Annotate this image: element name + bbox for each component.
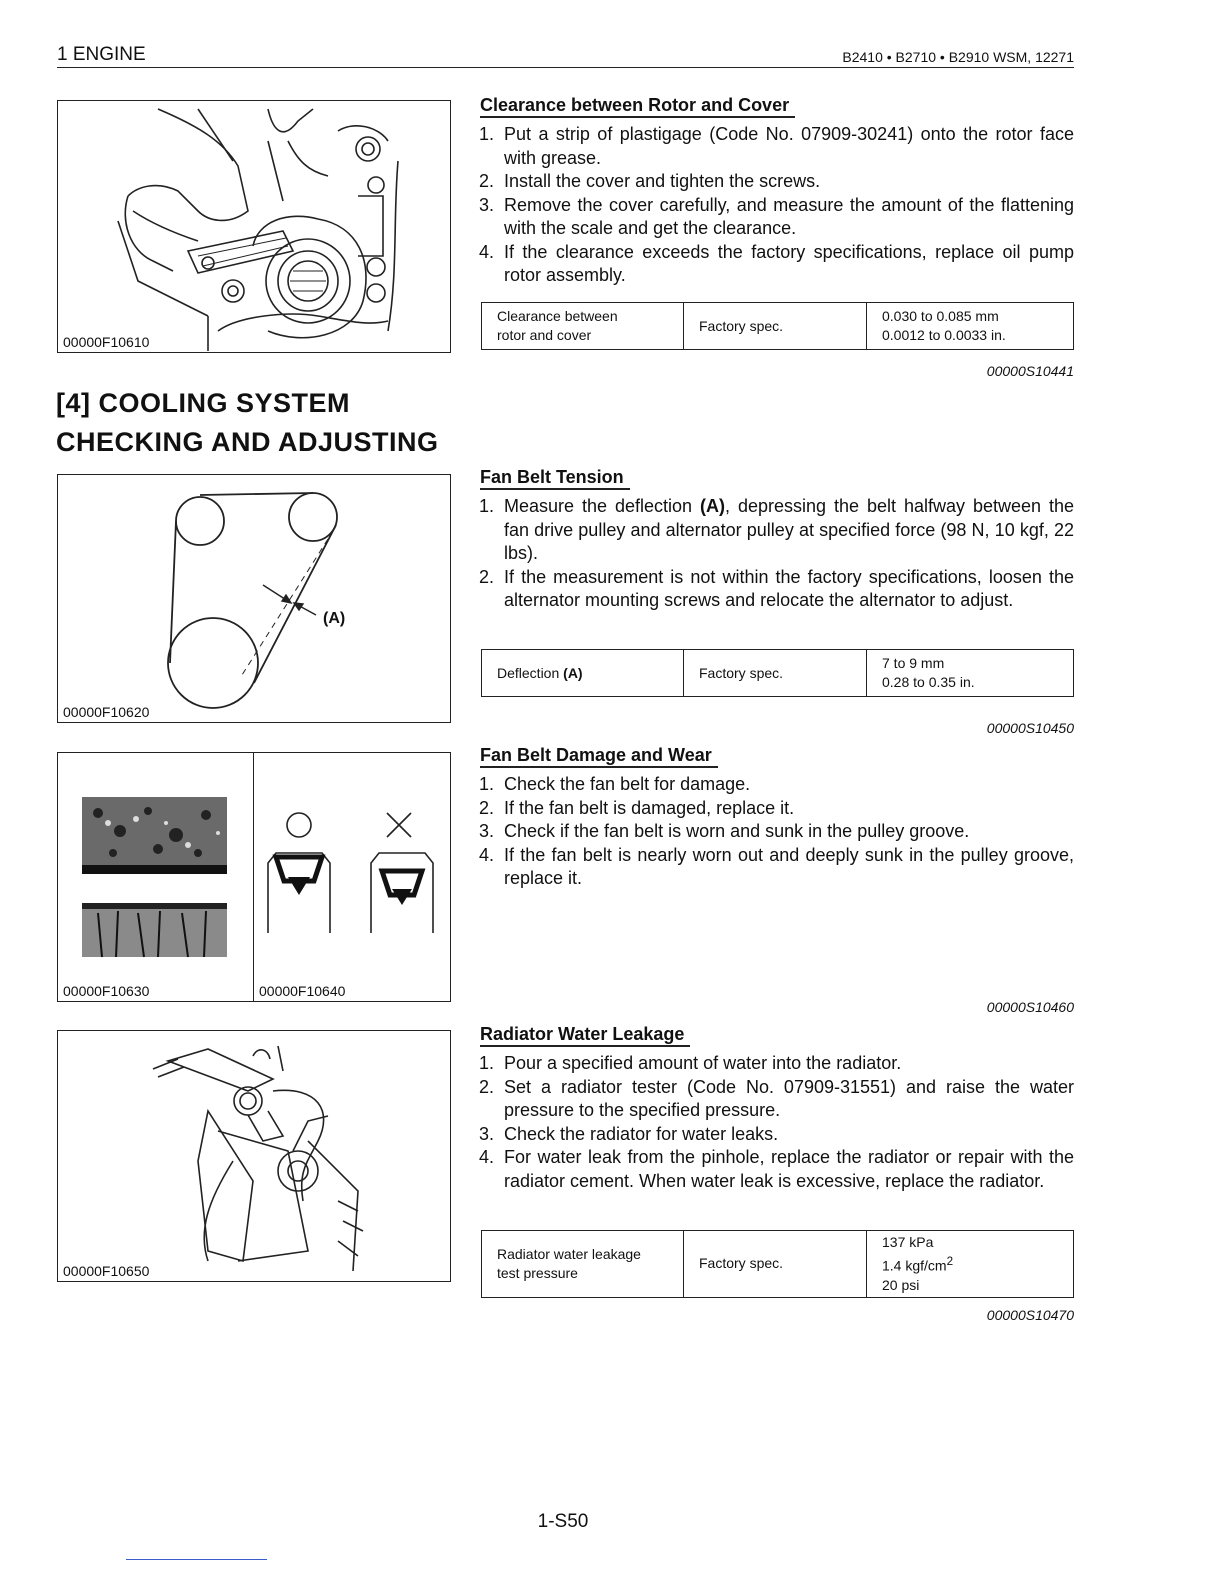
list-item: 1. Check the fan belt for damage. <box>479 774 751 794</box>
heading-radiator-leakage: Radiator Water Leakage <box>480 1024 690 1045</box>
spec-label: Factory spec. <box>684 303 867 350</box>
fan-tension-steps <box>479 495 1074 613</box>
radiator-tester-illustration <box>58 1031 450 1281</box>
spec-value: 0.030 to 0.085 mm 0.0012 to 0.0033 in. <box>867 303 1074 350</box>
pulley-groove-illustration <box>254 753 450 1001</box>
radiator-steps <box>479 1052 1074 1193</box>
bottom-divider <box>126 1559 267 1560</box>
figure-radiator-tester <box>57 1030 451 1282</box>
spec-label: Factory spec. <box>684 650 867 697</box>
spec-table-rotor-cover <box>481 302 1074 350</box>
figure-belt-deflection <box>57 474 451 723</box>
oil-pump-illustration <box>58 101 450 352</box>
list-item: 2. Set a radiator tester (Code No. 07909-31551) and raise the water pressure to the specified pressure. <box>479 1076 1074 1120</box>
chapter-heading: [4] COOLING SYSTEM <box>56 388 351 418</box>
figure-code: 00000F10640 <box>259 983 348 999</box>
figure-code: 00000F10650 <box>63 1263 152 1279</box>
spec-table-deflection <box>481 649 1074 697</box>
page-number: 1-S50 <box>537 1511 589 1532</box>
spec-item: Clearance between rotor and cover <box>482 303 684 350</box>
heading-clearance-rotor-cover: Clearance between Rotor and Cover <box>480 95 795 116</box>
figure-code: 00000F10610 <box>63 334 152 350</box>
section-code: 00000S10460 <box>986 999 1074 1015</box>
list-item: 2. If the measurement is not within the factory specifications, loosen the alternator mounting screws and relocate the alternator to adjust. <box>479 566 1074 610</box>
model-reference: B2410 • B2710 • B2910 WSM, 12271 <box>842 49 1074 65</box>
list-item: 4. If the clearance exceeds the factory specifications, replace oil pump rotor assembly. <box>479 241 1074 285</box>
header-rule <box>57 67 1074 68</box>
list-item: 2. Install the cover and tighten the screws. <box>479 171 821 191</box>
spec-value: 137 kPa 1.4 kgf/$cm^2$ 20 psi <box>867 1231 1074 1298</box>
figure-code: 00000F10620 <box>63 704 152 720</box>
rotor-cover-steps <box>479 123 1074 288</box>
list-item: 1. Put a strip of plastigage (Code No. 07909-30241) onto the rotor face with grease. <box>479 124 1074 168</box>
callout-a-label: (A) <box>323 610 346 627</box>
spec-value: 7 to 9 mm 0.28 to 0.35 in. <box>867 650 1074 697</box>
heading-fan-belt-damage: Fan Belt Damage and Wear <box>480 745 718 766</box>
list-item: 3. Remove the cover carefully, and measure the amount of the flattening with the scale and get the clearance. <box>479 194 1074 238</box>
fan-damage-steps <box>479 773 1074 891</box>
spec-table-radiator-pressure <box>481 1230 1074 1298</box>
figure-belt-damage-photos <box>57 752 255 1002</box>
list-item: 1. Measure the deflection (A), depressing the belt halfway between the fan drive pulley and alternator pulley at specified force (98 N, 10 kgf, 22 lbs). <box>479 496 1074 563</box>
section-title: 1 ENGINE <box>57 44 146 65</box>
list-item: 4. For water leak from the pinhole, replace the radiator or repair with the radiator cement. When water leak is excessive, replace the radiator. <box>479 1147 1074 1191</box>
incorrect-mark-icon <box>387 813 411 837</box>
section-code: 00000S10470 <box>986 1307 1074 1323</box>
list-item: 1. Pour a specified amount of water into the radiator. <box>479 1053 902 1073</box>
belt-diagram <box>58 475 450 722</box>
spec-item: Deflection (A) <box>482 650 684 697</box>
heading-fan-belt-tension: Fan Belt Tension <box>480 467 630 488</box>
list-item: 2. If the fan belt is damaged, replace it. <box>479 797 795 818</box>
section-code: 00000S10450 <box>986 720 1074 736</box>
chapter-subheading: CHECKING AND ADJUSTING <box>56 427 439 457</box>
section-code: 00000S10441 <box>986 363 1074 379</box>
spec-item: Radiator water leakage test pressure <box>482 1231 684 1298</box>
figure-oil-pump-plastigage <box>57 100 451 353</box>
correct-mark-icon <box>287 813 311 837</box>
spec-label: Factory spec. <box>684 1231 867 1298</box>
figure-pulley-groove <box>253 752 451 1002</box>
list-item: 4. If the fan belt is nearly worn out and deeply sunk in the pulley groove, replace it. <box>479 844 1074 888</box>
list-item: 3. Check the radiator for water leaks. <box>479 1123 779 1144</box>
damaged-belt-illustration <box>58 753 254 1001</box>
figure-code: 00000F10630 <box>63 983 152 999</box>
list-item: 3. Check if the fan belt is worn and sunk in the pulley groove. <box>479 821 970 841</box>
